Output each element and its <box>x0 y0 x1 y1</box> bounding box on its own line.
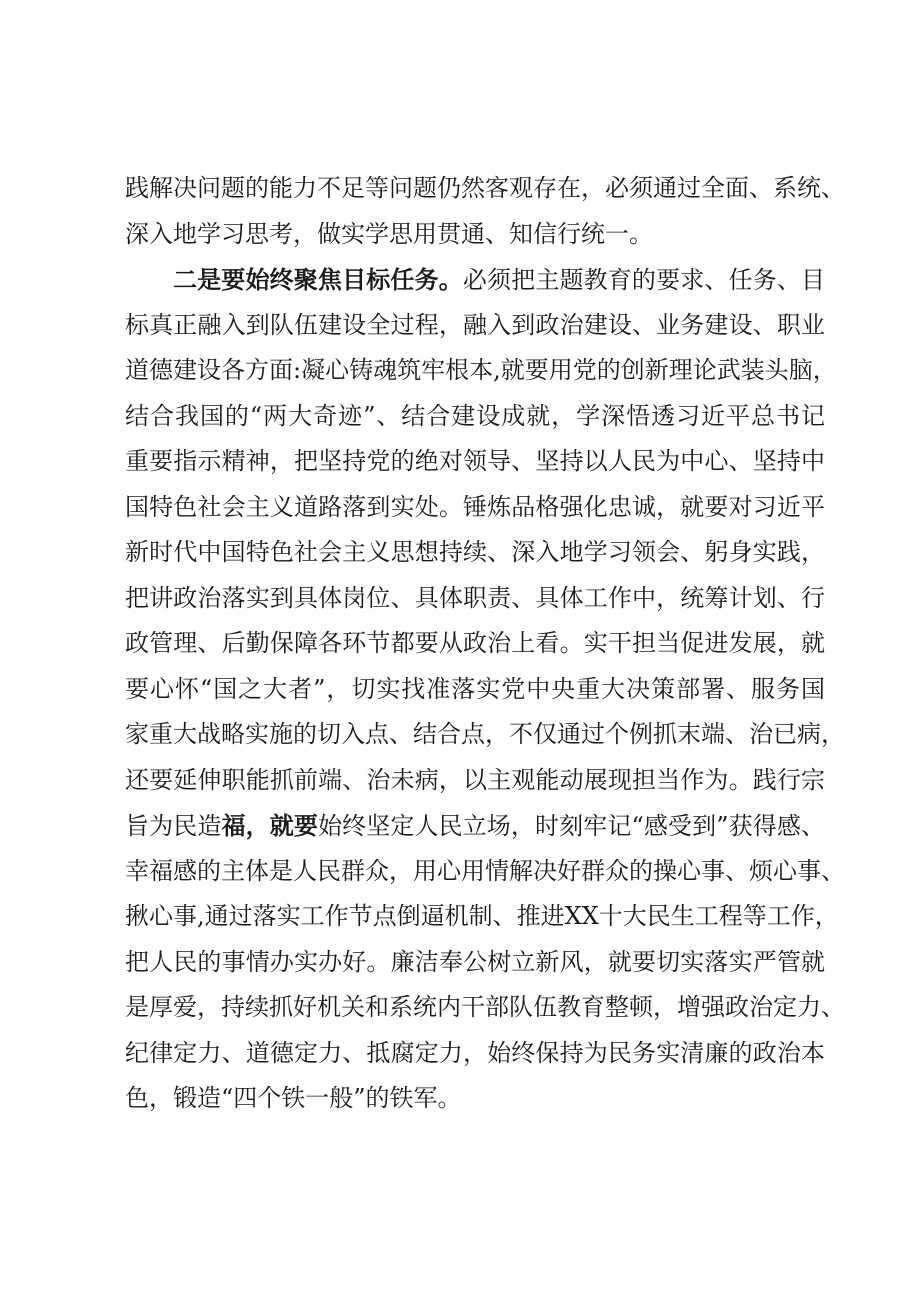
para2-line-3: 道德建设各方面:凝心铸魂筑牢根本,就要用党的创新理论武装头脑， <box>125 356 837 384</box>
para1-line-2: 深入地学习思考，做实学思用贯通、知信行统一。 <box>125 219 653 248</box>
para2-line-18: 纪律定力、道德定力、抵腐定力，始终保持为民务实清廉的政治本 <box>125 1038 825 1067</box>
para2-line-12: 还要延伸职能抓前端、治未病，以主观能动展现担当作为。践行宗 <box>125 765 825 794</box>
para2-line-19: 色，锻造“四个铁一般”的铁军。 <box>125 1084 462 1112</box>
para1-line-1: 践解决问题的能力不足等问题仍然客观存在，必须通过全面、系统、 <box>125 174 845 202</box>
para2-line-2: 标真正融入到队伍建设全过程，融入到政治建设、业务建设、职业 <box>125 310 825 339</box>
para2-line-13-end: 始终坚定人民立场，时刻牢记“感受到”获得感、 <box>317 812 826 840</box>
para2-line-13-start: 旨为民造 <box>125 812 222 840</box>
document-body <box>125 166 845 1122</box>
para2-line-8: 把讲政治落实到具体岗位、具体职责、具体工作中，统筹计划、行 <box>125 583 825 612</box>
para2-line-10: 要心怀“国之大者”，切实找准落实党中央重大决策部署、服务国 <box>125 674 825 703</box>
para2-line-17: 是厚爱，持续抓好机关和系统内干部队伍教育整顿，增强政治定力、 <box>125 993 845 1021</box>
para2-line-13 <box>125 803 825 849</box>
para2-line-6: 国特色社会主义道路落到实处。锤炼品格强化忠诚，就要对习近平 <box>125 492 825 521</box>
para2-line-13-bold: 福，就要 <box>221 811 318 840</box>
para2-line-1-rest: 必须把主题教育的要求、任务、目 <box>462 266 826 294</box>
para2-line-14: 幸福感的主体是人民群众，用心用情解决好群众的操心事、烦心事、 <box>125 856 845 885</box>
para2-line-9: 政管理、后勤保障各环节都要从政治上看。实干担当促进发展，就 <box>125 629 825 657</box>
para2-line-7: 新时代中国特色社会主义思想持续、深入地学习领会、躬身实践， <box>125 538 825 566</box>
para2-line-15: 揪心事,通过落实工作节点倒逼机制、推进XX十大民生工程等工作， <box>125 902 839 930</box>
para2-line-16: 把人民的事情办实办好。廉洁奉公树立新风，就要切实落实严管就 <box>125 947 825 976</box>
para2-heading: 二是要始终聚焦目标任务。 <box>173 265 463 294</box>
para2-line-11: 家重大战略实施的切入点、结合点，不仅通过个例抓末端、治已病， <box>125 720 845 748</box>
para2-line-1 <box>125 257 825 303</box>
para2-line-4: 结合我国的“两大奇迹”、结合建设成就，学深悟透习近平总书记 <box>125 401 825 430</box>
para2-line-5: 重要指示精神，把坚持党的绝对领导、坚持以人民为中心、坚持中 <box>125 447 825 475</box>
